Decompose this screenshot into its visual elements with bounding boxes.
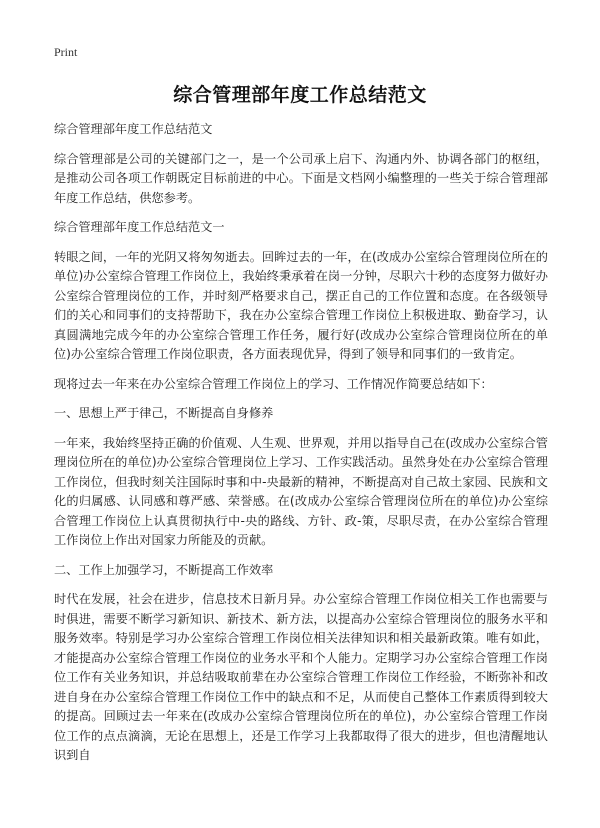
summary-lead-paragraph: 现将过去一年来在办公室综合管理工作岗位上的学习、工作情况作简要总结如下：	[54, 376, 493, 391]
intro-paragraph: 综合管理部是公司的关键部门之一，是一个公司承上启下、沟通内外、协调各部门的枢纽，是推动公司各项工作朝既定目标前进的中心。下面是文档网小编整理的一些关于综合管理部年度工作总结，供您参考。	[54, 151, 548, 205]
body-paragraph: 转眼之间，一年的光阴又将匆匆逝去。回眸过去的一年，在(改成办公室综合管理岗位所在的单位)办公室综合管理工作岗位上，我始终秉承着在岗一分钟，尽职六十秒的态度努力做好办公室综合管理岗位的工作，并时刻严格要求自己，摆正自己的工作位置和态度。在各级领导们的关心和同事们的支持帮助下，我在办公室综合管理工作岗位上积极进取、勤奋学习，认真圆满地完成今年的办公室综合管理工作任务，履行好(改成办公室综合管理岗位所在的单位)办公室综合管理工作岗位职责，各方面表现优异，得到了领导和同事们的一致肯定。	[54, 249, 548, 361]
document-title: 综合管理部年度工作总结范文	[173, 84, 427, 106]
body-paragraph: 一年来，我始终坚持正确的价值观、人生观、世界观，并用以指导自己在(改成办公室综合管理岗位所在的单位)办公室综合管理岗位上学习、工作实践活动。虽然身处在办公室综合管理工作岗位，但我时刻关注国际时事和中-央最新的精神，不断提高对自己故土家园、民族和文化的归属感、认同感和尊严感、荣誉感。在(改成办公室综合管理岗位所在的单位)办公室综合管理工作岗位上认真贯彻执行中-央的路线、方针、政-策，尽职尽责，在办公室综合管理工作岗位上作出对国家力所能及的贡献。	[54, 435, 548, 547]
body-paragraph: 时代在发展，社会在进步，信息技术日新月异。办公室综合管理工作岗位相关工作也需要与时俱进，需要不断学习新知识、新技术、新方法，以提高办公室综合管理岗位的服务水平和服务效率。特别是学习办公室综合管理工作岗位相关法律知识和相关最新政策。唯有如此，才能提高办公室综合管理工作岗位的业务水平和个人能力。定期学习办公室综合管理工作岗位工作有关业务知识，并总结吸取前辈在办公室综合管理工作岗位工作经验，不断弥补和改进自身在办公室综合管理工作岗位工作中的缺点和不足，从而使自己整体工作素质得到较大的提高。回顾过去一年来在(改成办公室综合管理岗位所在的单位)，办公室综合管理工作岗位工作的点点滴滴，无论在思想上，还是工作学习上我都取得了很大的进步，但也清醒地认识到自	[54, 592, 548, 762]
subtitle-paragraph: 综合管理部年度工作总结范文	[54, 122, 213, 136]
section-heading-work: 二、工作上加强学习，不断提高工作效率	[54, 562, 274, 577]
print-link[interactable]: Print	[54, 45, 78, 59]
document-body	[54, 120, 548, 776]
section-heading-thought: 一、思想上严于律己，不断提高自身修养	[54, 406, 274, 420]
section-heading-sample-one: 综合管理部年度工作总结范文一	[54, 220, 225, 234]
